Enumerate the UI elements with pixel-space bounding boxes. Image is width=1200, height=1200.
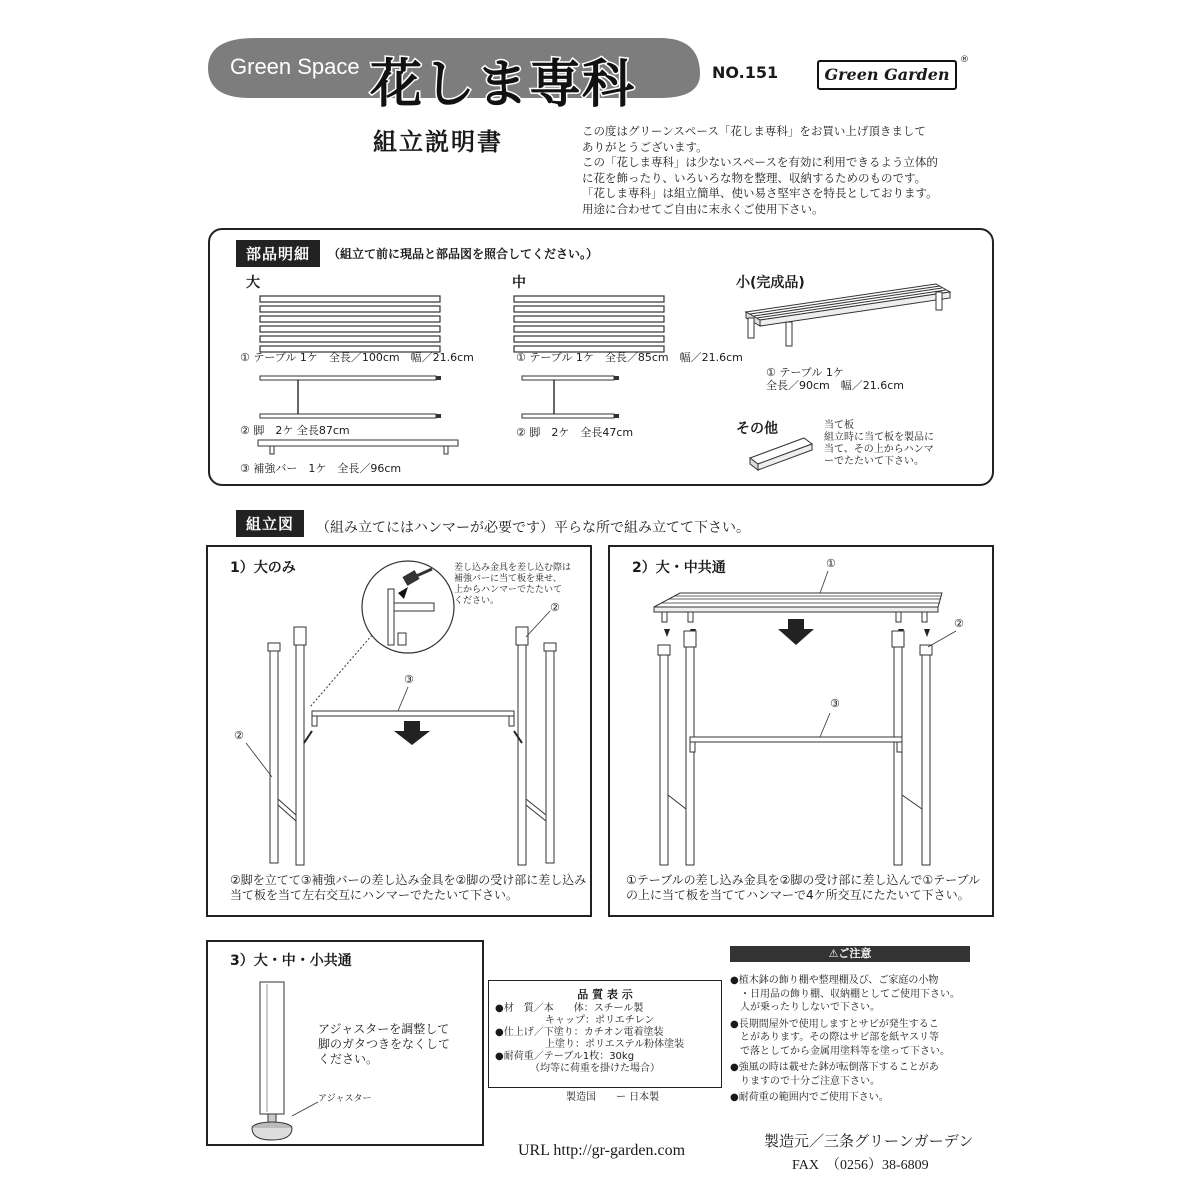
caution-item: ●強風の時は載せた鉢が転倒落下することがあ りますので十分ご注意下さい。	[730, 1062, 939, 1087]
footer-maker: 製造元／三条グリーンガーデン	[764, 1132, 974, 1150]
large-table-caption: ① テーブル 1ケ 全長／100cm 幅／21.6cm	[240, 351, 474, 364]
small-label: 小(完成品)	[736, 275, 805, 291]
small-table-drawing	[740, 276, 960, 356]
step2-desc: ①テーブルの差し込み金具を②脚の受け部に差し込んで①テーブル の上に当て板を当ててハンマーで4ケ所交互にたたいて下さい。	[626, 873, 981, 902]
step2-num-bar: ③	[830, 697, 840, 710]
step1-desc: ②脚を立てて③補強バーの差し込み金具を②脚の受け部に差し込み 当て板を当て左右交互にハンマーでたたいて下さい。	[230, 873, 587, 902]
intro-text: この度はグリーンスペース「花しま専科」をお買い上げ頂きまして ありがとうございます。 この「花しま専科」は少ないスペースを有効に利用できるよう立体的 に花を飾ったり、いろいろな物を整理、収納するためのものです。 「花しま専科」は組立簡単、使い易さ堅牢さを特長としております。 用途に合わせてご自由に末永くご使用下さい。	[582, 124, 938, 216]
caution-item: ●長期間屋外で使用しますとサビが発生するこ とがあります。その際はサビ部を紙ヤスリ等 で落としてから金属用塗料等を塗って下さい。	[730, 1018, 950, 1057]
caution-header: ⚠ご注意	[730, 946, 970, 962]
doc-title: 組立説明書	[373, 128, 503, 156]
caution-item: ●耐荷重の範囲内でご使用下さい。	[730, 1092, 889, 1103]
bar-caption: ③ 補強バー 1ケ 全長／96cm	[240, 462, 402, 475]
parts-section	[208, 228, 994, 486]
footer-url[interactable]: URL http://gr-garden.com	[518, 1142, 686, 1159]
maker-logo: Green Garden	[817, 60, 957, 90]
parts-note: （組立て前に現品と部品図を照合してください。）	[328, 247, 599, 261]
step1-num-bar: ③	[404, 673, 414, 686]
medium-table-drawing	[514, 296, 674, 356]
assembly-tag: 組立図	[236, 510, 304, 537]
step3-title: 3）大・中・小共通	[230, 953, 352, 969]
step2-title: 2）大・中共通	[632, 560, 726, 576]
medium-legs-caption: ② 脚 2ケ 全長47cm	[516, 426, 634, 439]
quality-box	[488, 980, 722, 1088]
step1-callout: 差し込み金具を差し込む際は 補強バーに当て板を乗せ、 上からハンマーでたたいて ください。	[454, 563, 572, 606]
footer-fax: FAX （0256）38-6809	[792, 1158, 929, 1173]
medium-legs-drawing	[522, 372, 632, 422]
other-note: 当て板 組立時に当て板を製品に 当て、その上からハンマ ーでたたいて下さい。	[824, 420, 934, 467]
step2-num-table: ①	[826, 557, 836, 570]
quality-line: 上塗り：ポリエステル粉体塗装	[495, 1039, 685, 1050]
origin: 製造国 ー 日本製	[566, 1092, 660, 1103]
model-number: NO.151	[712, 63, 779, 82]
large-legs-caption: ② 脚 2ケ 全長87cm	[240, 424, 350, 437]
large-table-drawing	[260, 296, 450, 356]
step2-diagram	[610, 547, 994, 877]
reinforcement-bar-drawing	[258, 438, 468, 458]
step1-num-leg-left: ②	[234, 729, 244, 742]
step1-box	[206, 545, 592, 917]
caution-list	[730, 974, 982, 1105]
step3-box	[206, 940, 484, 1146]
medium-table-caption: ① テーブル 1ケ 全長／85cm 幅／21.6cm	[516, 351, 743, 364]
caution-item: ●植木鉢の飾り棚や整理棚及び、ご家庭の小物 ・日用品の飾り棚、収納棚としてご使用下さい。 人が乗ったりしないで下さい。	[730, 975, 960, 1013]
step3-desc: アジャスターを調整して 脚のガタつきをなくして ください。	[318, 1022, 451, 1066]
step2-box	[608, 545, 994, 917]
parts-tag: 部品明細	[236, 240, 320, 267]
quality-title: 品 質 表 示	[577, 988, 633, 1001]
step1-num-leg-right: ②	[550, 601, 560, 614]
brand-series: Green Space	[230, 54, 360, 79]
quality-line: ●仕上げ／下塗り：カチオン電着塗装	[495, 1027, 664, 1038]
header	[0, 0, 1200, 225]
registered-mark: ®	[960, 55, 969, 65]
quality-line: キャップ：ポリエチレン	[495, 1015, 655, 1026]
large-label: 大	[246, 275, 260, 291]
tapping-block-drawing	[750, 434, 820, 474]
product-name: 花しま専科	[370, 55, 636, 115]
medium-label: 中	[512, 275, 526, 291]
small-table-caption: ① テーブル 1ケ 全長／90cm 幅／21.6cm	[766, 366, 905, 392]
step1-title: 1）大のみ	[230, 560, 296, 576]
step2-num-leg: ②	[954, 617, 964, 630]
quality-line: ●耐荷重／テーブル1枚：30kg	[495, 1051, 635, 1062]
adjuster-label: アジャスター	[318, 1094, 372, 1104]
quality-lines	[495, 1003, 684, 1075]
assembly-note: （組み立てにはハンマーが必要です）平らな所で組み立てて下さい。	[316, 520, 750, 536]
large-legs-drawing	[260, 372, 450, 422]
other-label: その他	[736, 421, 778, 437]
quality-line: （均等に荷重を掛けた場合）	[495, 1063, 660, 1074]
quality-line: ●材 質／本 体：スチール製	[495, 1003, 644, 1014]
